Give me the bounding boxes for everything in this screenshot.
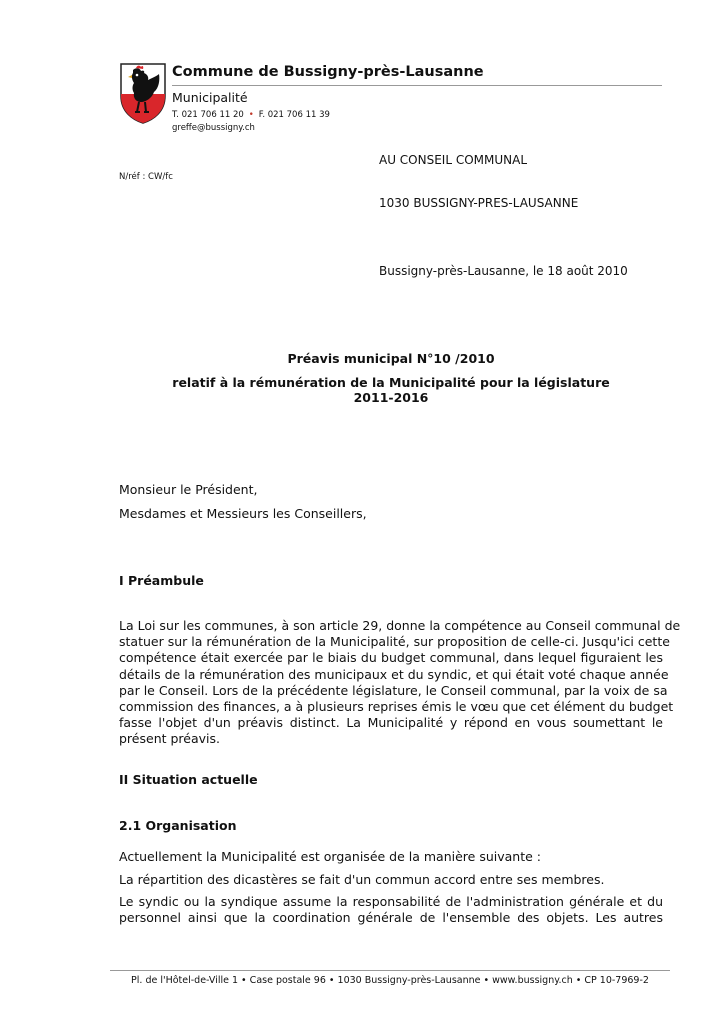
paragraph-line: personnel ainsi que la coordination générale de l'ensemble des objets. Les autres	[119, 910, 663, 926]
subsection-heading-organisation: 2.1 Organisation	[119, 818, 237, 833]
footer-divider	[110, 970, 670, 971]
preavis-subject: relatif à la rémunération de la Municipalité pour la législature	[172, 375, 610, 390]
paragraph-line: fasse l'objet d'un préavis distinct. La Municipalité y répond en vous soumettant le	[119, 715, 663, 731]
recipient-line-2: 1030 BUSSIGNY-PRES-LAUSANNE	[379, 196, 579, 210]
footer-address: Pl. de l'Hôtel-de-Ville 1 • Case postale 96 • 1030 Bussigny-près-Lausanne • www.bussigny.ch • CP 10-7969-2	[131, 975, 649, 986]
phone-number: T. 021 706 11 20	[172, 110, 244, 120]
salutation-line-1: Monsieur le Président,	[119, 482, 258, 497]
paragraph-line: La Loi sur les communes, à son article 29, donne la compétence au Conseil communal de	[119, 618, 681, 633]
preavis-title: Préavis municipal N°10 /2010	[287, 351, 495, 366]
paragraph-line: présent préavis.	[119, 731, 220, 747]
commune-name: Commune de Bussigny-près-Lausanne	[172, 64, 484, 80]
commune-coat-of-arms-logo	[119, 62, 167, 124]
fax-number: F. 021 706 11 39	[258, 110, 330, 120]
organisation-paragraph-3	[119, 894, 663, 926]
contact-phone-fax	[172, 110, 330, 120]
preavis-period: 2011-2016	[353, 390, 429, 405]
section-heading-situation: II Situation actuelle	[119, 772, 258, 787]
section-heading-preambule: I Préambule	[119, 573, 204, 588]
recipient-line-1: AU CONSEIL COMMUNAL	[379, 153, 528, 167]
reference-number: N/réf : CW/fc	[119, 172, 173, 182]
header-divider	[172, 85, 662, 86]
paragraph-line: commission des finances, a à plusieurs reprises émis le vœu que cet élément du budget	[119, 699, 674, 715]
paragraph-line: compétence était exercée par le biais du budget communal, dans lequel figuraient les	[119, 650, 663, 666]
separator-dot: •	[248, 110, 254, 120]
preambule-paragraph	[119, 618, 681, 748]
paragraph-line: par le Conseil. Lors de la précédente législature, le Conseil communal, par la voix de sa	[119, 682, 668, 698]
date-line: Bussigny-près-Lausanne, le 18 août 2010	[379, 264, 628, 278]
paragraph-line: détails de la rémunération des municipaux et du syndic, et qui était voté chaque année	[119, 666, 669, 682]
salutation-line-2: Mesdames et Messieurs les Conseillers,	[119, 506, 367, 521]
contact-email: greffe@bussigny.ch	[172, 123, 255, 133]
paragraph-line: statuer sur la rémunération de la Municipalité, sur proposition de celle-ci. Jusqu'ici cette	[119, 634, 670, 650]
organisation-paragraph-1: Actuellement la Municipalité est organisée de la manière suivante :	[119, 849, 541, 864]
paragraph-line: Le syndic ou la syndique assume la responsabilité de l'administration générale et du	[119, 894, 663, 909]
municipalite-label: Municipalité	[172, 90, 248, 105]
organisation-paragraph-2: La répartition des dicastères se fait d'un commun accord entre ses membres.	[119, 872, 605, 887]
